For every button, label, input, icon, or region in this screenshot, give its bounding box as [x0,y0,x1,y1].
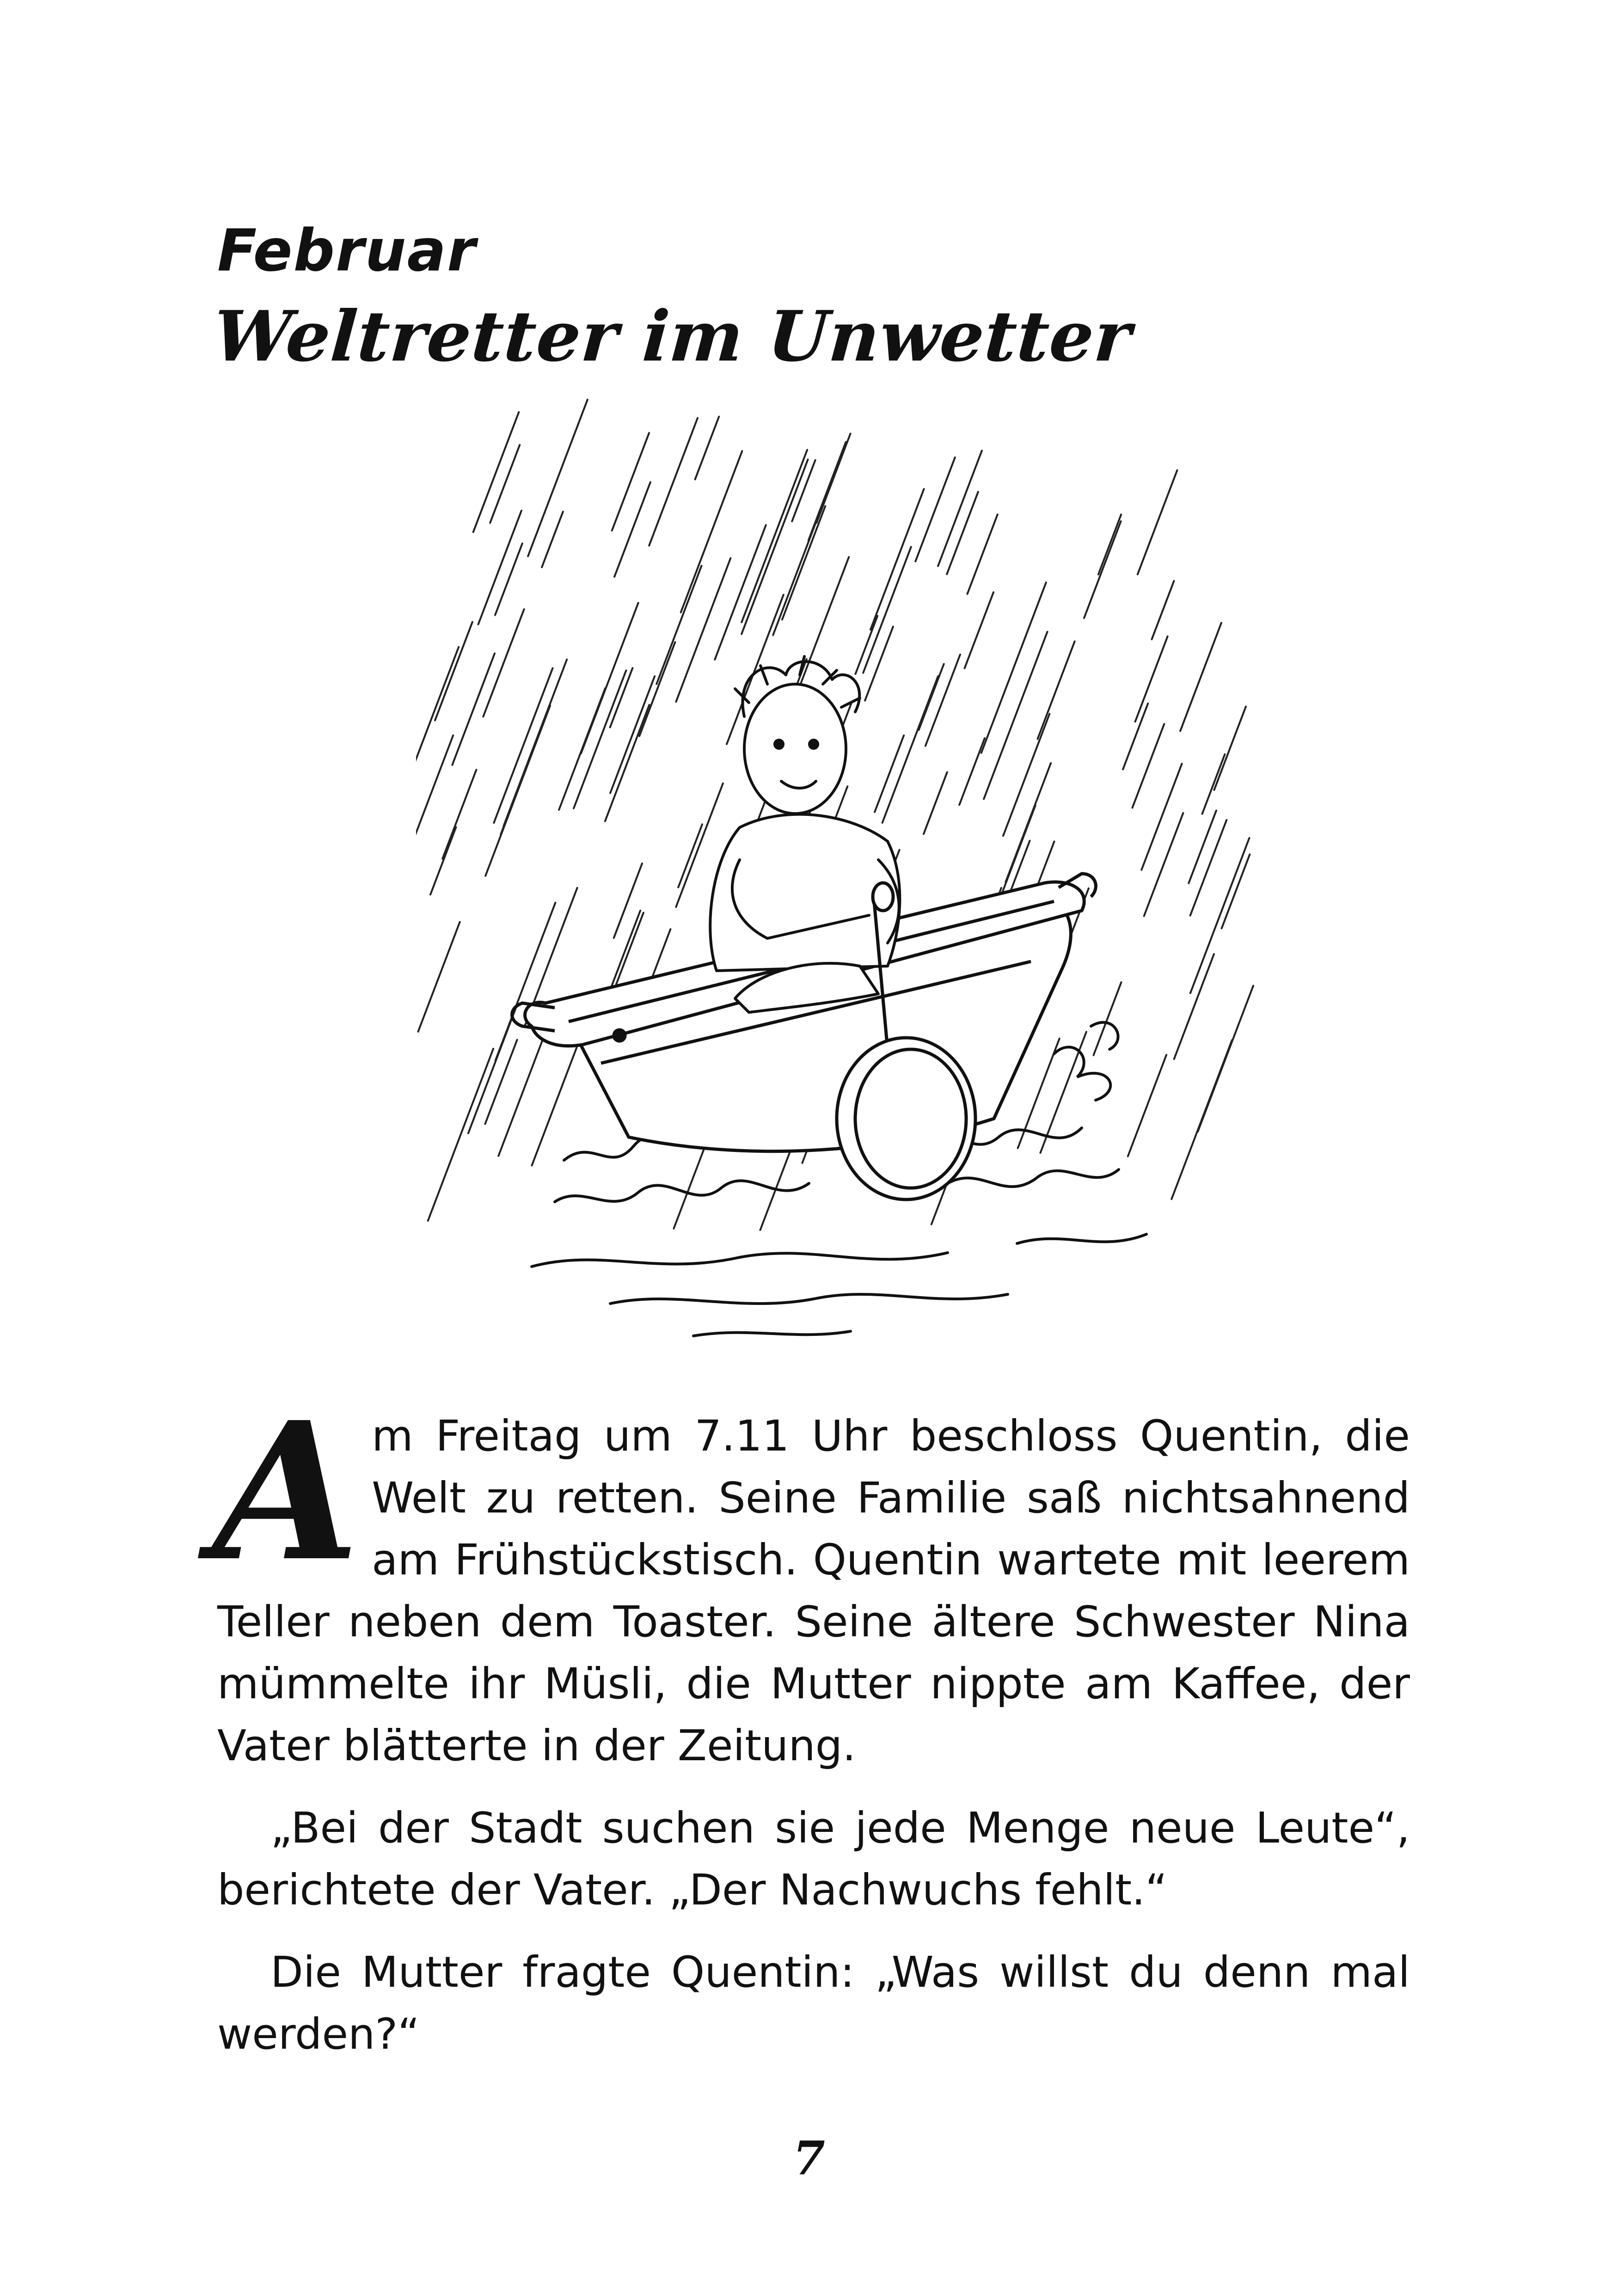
chapter-month: Februar [217,217,477,284]
rain-streak [681,451,742,612]
rain-streak [1135,637,1168,722]
rain-streak [483,609,524,716]
rain-streak [1038,642,1075,739]
rain-streak [678,824,702,887]
rain-streak [639,642,675,736]
rain-streak [649,418,698,545]
rain-streak [1180,623,1221,731]
rain-streak [915,458,955,562]
story-text [213,1380,1410,2065]
rain-streak [610,668,633,727]
rain-streak [863,547,911,673]
rain-streak [452,654,495,765]
rain-streak [883,676,938,823]
rain-streak [532,1035,581,1165]
rain-streak [1222,854,1250,928]
rain-streak [924,772,947,834]
rain-streak [919,664,944,730]
rain-streak [1190,820,1227,916]
rain-streak [428,1049,493,1221]
rain-streak [782,506,825,620]
rain-streak [742,459,808,634]
rain-streak [473,412,519,533]
rain-streak [1144,813,1183,916]
rain-streak [816,434,850,523]
rain-streak [430,827,456,894]
rain-streak [981,582,1046,753]
story-paragraph [213,1380,1410,1777]
rain-streak [498,1021,550,1156]
rain-streak [1152,581,1174,639]
page-number: 7 [793,2131,825,2186]
rain-streak [616,913,644,984]
rain-streak [485,1040,517,1124]
rain-streak [1202,754,1225,814]
rain-streak [442,770,476,859]
boy [710,656,900,1012]
chapter-title: Weltretter im Unwetter [210,296,1134,377]
rain-streak [416,647,459,773]
rain-streak [1198,986,1253,1132]
rain-streak [968,514,998,594]
rain-streak [1141,764,1182,870]
rain-streak [612,433,649,531]
story-paragraph: Die Mutter fragte Quentin: „Was willst du denn mal werden?“ [217,1947,1410,2059]
rain-streak [965,592,994,668]
rain-boat-illustration [416,398,1294,1368]
rain-streak [742,450,807,622]
rain-streak [984,632,1048,799]
rain-streak [959,738,985,805]
rain-streak [875,735,904,812]
rain-streak [1190,838,1250,993]
rain-streak [1084,521,1121,618]
rain-streak [435,622,472,721]
rain-streak [1189,810,1216,883]
rain-streak [695,416,719,479]
paragraph-text: m Freitag um 7.11 Uhr beschloss Quentin, die Welt zu retten. Seine Familie saß nichtsahnend am Frühstückstisch. Quentin wartete mit leerem Teller neben dem Toaster. Seine ältere Schwester Nina mümmelte ihr Müsli, die Mutter nippte am Kaffee, der Vater blätterte in der Zeitung. [217,1411,1410,1770]
rain-streak [656,566,701,684]
rain-streak [478,511,522,625]
rain-streak [490,445,520,523]
rain-streak [494,668,552,823]
rain-streak [1098,514,1121,575]
rain-streak [1123,704,1148,770]
rain-streak [809,442,846,540]
rain-streak [1128,1055,1166,1156]
rain-streak [416,735,453,846]
rain-streak [504,660,567,826]
rain-streak [1214,707,1246,790]
rain-streak [1133,724,1164,808]
rain-streak [938,451,982,566]
rain-streak [1138,470,1177,574]
story-paragraph: „Bei der Stadt suchen sie jede Menge neue Leute“, berichtete der Vater. „Der Nachwuchs fehlt.“ [217,1803,1410,1915]
drop-cap: A [213,1380,360,1603]
rain-streak [1005,763,1051,882]
rain-streak [542,512,563,567]
rain-streak [495,544,522,615]
rain-streak [528,400,588,557]
rain-streak [614,482,650,577]
rain-streak [676,558,730,702]
rain-streak [418,922,460,1031]
rain-streak [1174,954,1214,1059]
